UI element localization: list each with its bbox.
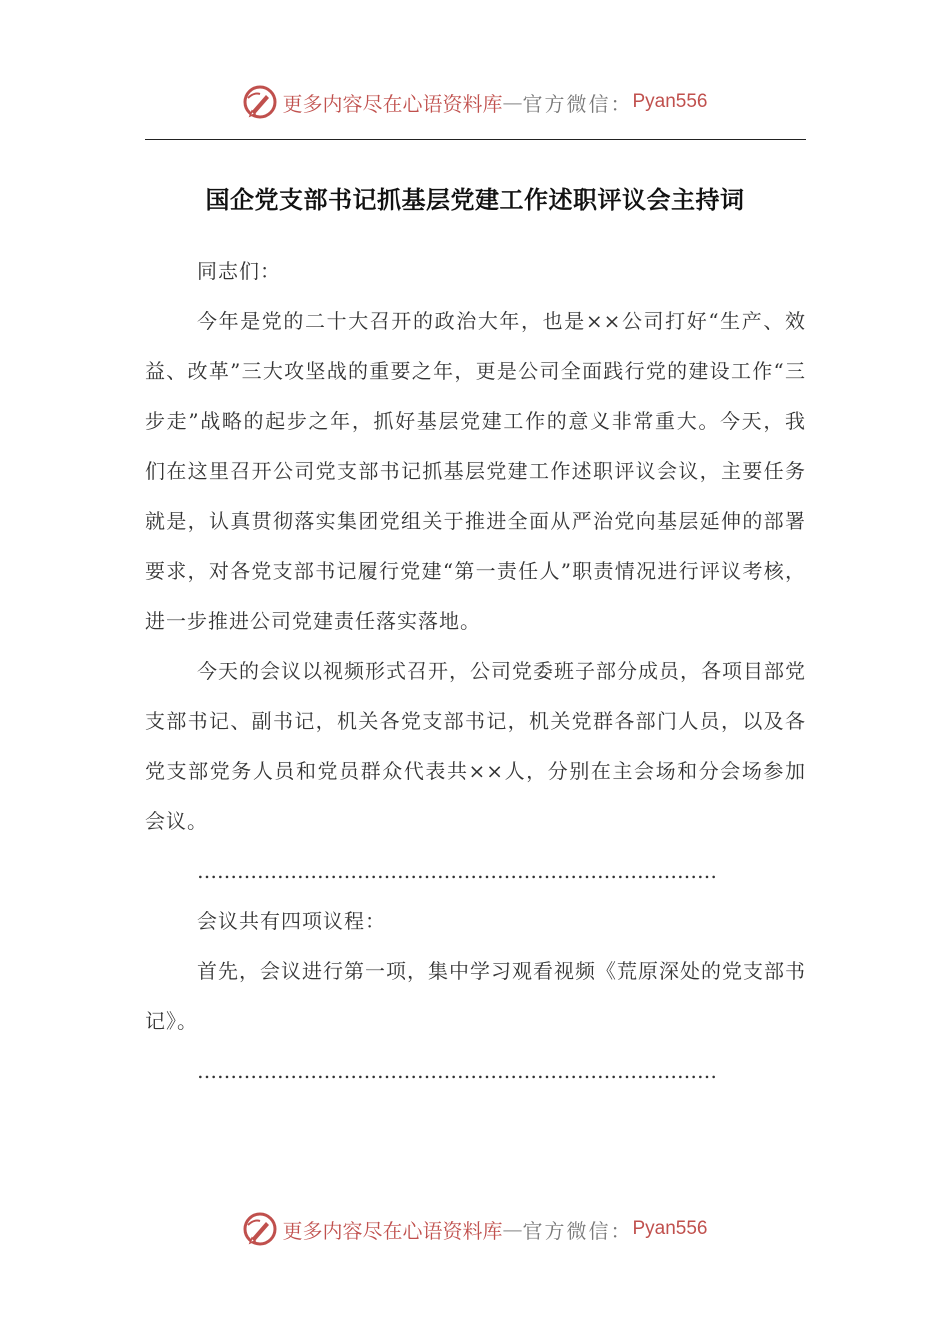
banner-brand-text: 更多内容尽在心语资料库	[282, 1218, 503, 1243]
paragraph-significance: 今年是党的二十大召开的政治大年，也是××公司打好“生产、效益、改革”三大攻坚战的重要之年，更是公司全面践行党的建设工作“三步走”战略的起步之年，抓好基层党建工作的意义非常重大。今天，我们在这里召开公司党支部书记抓基层党建工作述职评议会议，主要任务就是，认真贯彻落实集团党组关于推进全面从严治党向基层延伸的部署要求，对各党支部书记履行党建“第一责任人”职责情况进行评议考核，进一步推进公司党建责任落实落地。	[145, 309, 806, 633]
ellipsis-divider: ……………………………………………………………………	[197, 1059, 717, 1083]
document-body	[145, 246, 806, 1096]
banner-brand-text: 更多内容尽在心语资料库	[282, 91, 503, 116]
pen-seal-logo-icon	[242, 84, 278, 120]
header-banner	[0, 82, 950, 122]
paragraph-agenda-intro: 会议共有四项议程：	[197, 909, 386, 933]
pen-seal-logo-icon	[242, 1211, 278, 1247]
footer-banner	[0, 1209, 950, 1249]
paragraph-attendance: 今天的会议以视频形式召开，公司党委班子部分成员，各项目部党支部书记、副书记，机关各党支部书记，机关党群各部门人员，以及各党支部党务人员和党员群众代表共××人，分别在主会场和分会场参加会议。	[145, 659, 806, 833]
salutation: 同志们：	[197, 259, 281, 283]
banner-separator: —	[502, 1217, 523, 1241]
paragraph-agenda-item-1: 首先，会议进行第一项，集中学习观看视频《荒原深处的党支部书记》。	[145, 959, 806, 1033]
banner-wechat-label: 官方微信：	[522, 91, 633, 116]
banner-wechat-id: Pyan556	[632, 1218, 708, 1239]
ellipsis-divider: ……………………………………………………………………	[197, 859, 717, 883]
banner-wechat-label: 官方微信：	[522, 1218, 633, 1243]
header-divider	[145, 139, 806, 140]
banner-separator: —	[502, 90, 523, 114]
banner-wechat-id: Pyan556	[632, 91, 708, 112]
document-title: 国企党支部书记抓基层党建工作述职评议会主持词	[205, 185, 745, 214]
